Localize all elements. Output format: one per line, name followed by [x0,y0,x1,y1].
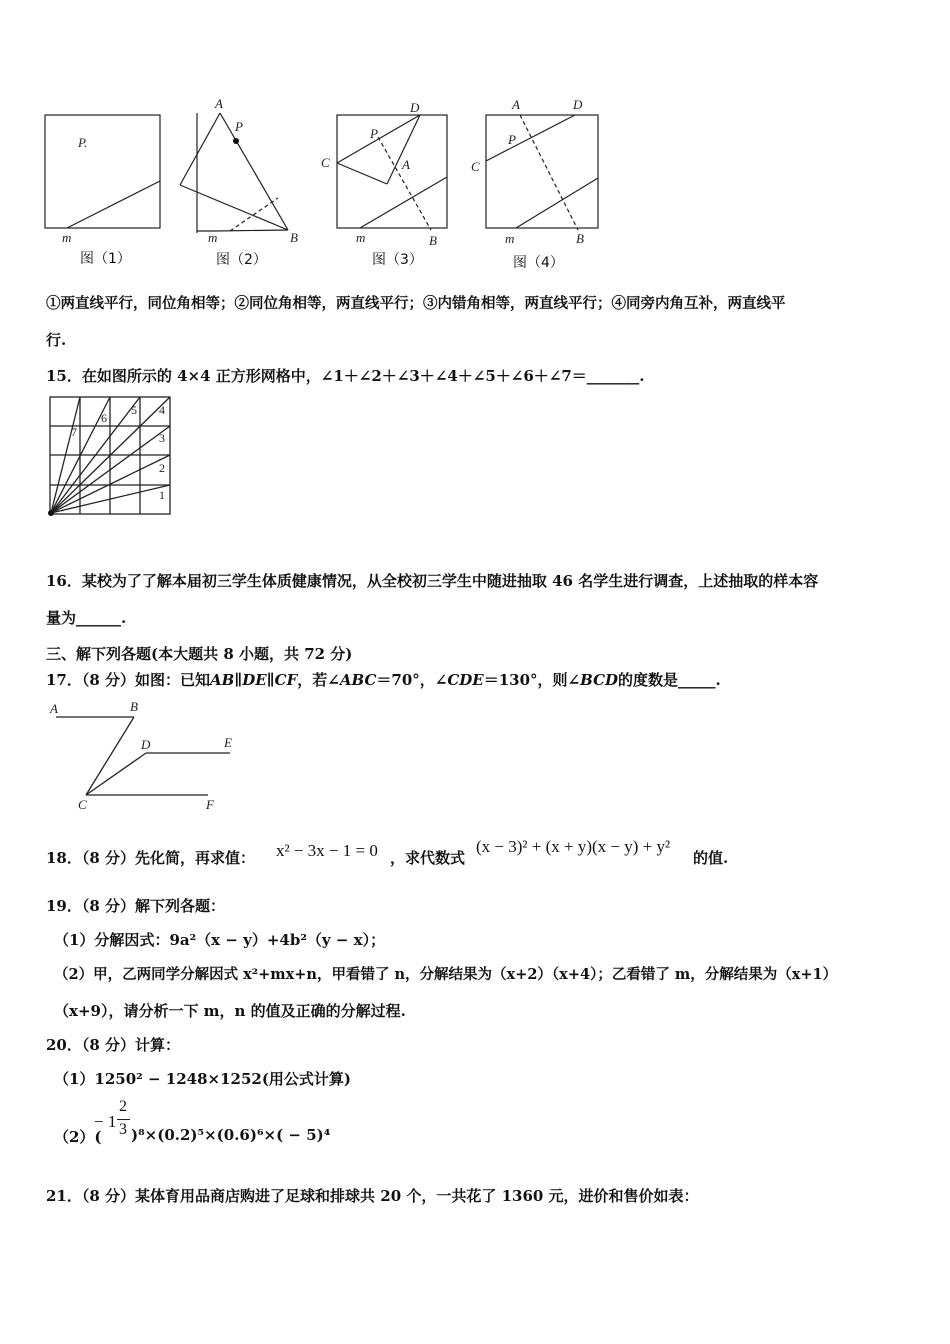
q16-line2: 量为______. [46,609,127,627]
figure-1-caption: 图（1） [80,251,131,267]
fig3-label-m: m [356,230,366,245]
angle-grid-figure [46,394,176,520]
fig1-label-m: m [62,230,72,245]
q20-fraction-den: 3 [119,1121,127,1138]
q18-expression: (x − 3)² + (x + y)(x − y) + y² [476,837,671,856]
figure-4 [471,97,598,246]
fig2-label-a: A [215,96,223,111]
fig17-label-a: A [50,701,58,716]
figure-2 [180,96,298,245]
fig2-label-m: m [208,230,218,245]
fig4-label-c: C [471,159,480,174]
q19-part2-line2: （x+9），请分析一下 m，n 的值及正确的分解过程. [54,1002,406,1020]
fig17-label-c: C [78,797,87,812]
figure-2-caption: 图（2） [216,252,267,268]
angle-label-2: 2 [159,461,165,475]
q14-answer-line1: ①两直线平行，同位角相等；②同位角相等，两直线平行；③内错角相等，两直线平行；④同旁内角互补，两直线平 [46,295,786,312]
q20-mixed-whole: − 1 [94,1112,117,1131]
fig17-label-d: D [141,737,151,752]
angle-label-6: 6 [101,411,107,425]
q17-text: 17．（8 分）如图：已知AB∥DE∥CF，若∠ABC＝70°，∠CDE＝130°，则∠BCD的度数是_____. [46,671,721,689]
fig3-label-b: B [429,233,437,248]
q20-part1: （1）1250² − 1248×1252(用公式计算) [54,1070,352,1088]
figure-3-caption: 图（3） [372,252,423,268]
angle-label-3: 3 [159,431,165,445]
fig1-label-p: P. [78,135,88,150]
q15-text: 15．在如图所示的 4×4 正方形网格中，∠1＋∠2＋∠3＋∠4＋∠5＋∠6＋∠7＝_______. [46,367,645,385]
q19-title: 19．（8 分）解下列各题： [46,897,226,915]
q20-part2-rest: )⁸×(0.2)⁵×(0.6)⁶×( − 5)⁴ [131,1126,331,1144]
q14-answer-line2: 行. [46,331,67,349]
fig4-label-p: P [508,132,516,147]
fig3-label-p: P [370,126,378,141]
fig3-label-d: D [410,100,420,115]
q18-prefix: 18．（8 分）先化简，再求值： [46,849,256,867]
q20-fraction-num: 2 [119,1098,127,1115]
fig4-label-b: B [576,231,584,246]
figure-4-caption: 图（4） [513,255,564,271]
fig4-label-m: m [505,231,515,246]
figure-3 [321,100,447,248]
figure-1 [45,115,160,245]
angle-label-4: 4 [159,403,165,417]
q18-mid: ，求代数式 [390,849,466,867]
fig2-label-b: B [290,230,298,245]
q16-line1: 16．某校为了了解本届初三学生体质健康情况，从全校初三学生中随进抽取 46 名学生进行调查，上述抽取的样本容 [46,572,819,590]
angle-label-7: 7 [71,425,77,439]
fig4-label-d: D [573,97,583,112]
fig3-label-c: C [321,155,330,170]
angle-label-1: 1 [159,488,165,502]
q20-part2-prefix: （2）( [54,1128,102,1146]
q20-fraction-bar [117,1119,130,1120]
fig17-label-b: B [130,699,138,714]
fig17-label-f: F [206,797,214,812]
angle-label-5: 5 [131,403,137,417]
section-3-heading: 三、解下列各题(本大题共 8 小题，共 72 分) [46,645,353,663]
q20-title: 20．（8 分）计算： [46,1036,181,1054]
fig3-label-a: A [402,157,410,172]
q19-part1: （1）分解因式：9a²（x − y）+4b²（y − x）； [54,931,386,949]
fig2-label-p: P [235,119,243,134]
q18-equation: x² − 3x − 1 = 0 [276,841,378,860]
q21-text: 21．（8 分）某体育用品商店购进了足球和排球共 20 个，一共花了 1360 元，进价和售价如表： [46,1187,699,1205]
fig17-label-e: E [224,735,232,750]
fig4-label-a: A [512,97,520,112]
q19-part2-line1: （2）甲，乙两同学分解因式 x²+mx+n，甲看错了 n，分解结果为（x+2）（x+4）；乙看错了 m，分解结果为（x+1） [54,966,838,983]
q17-figure [40,695,260,820]
q18-suffix: 的值. [693,849,729,867]
